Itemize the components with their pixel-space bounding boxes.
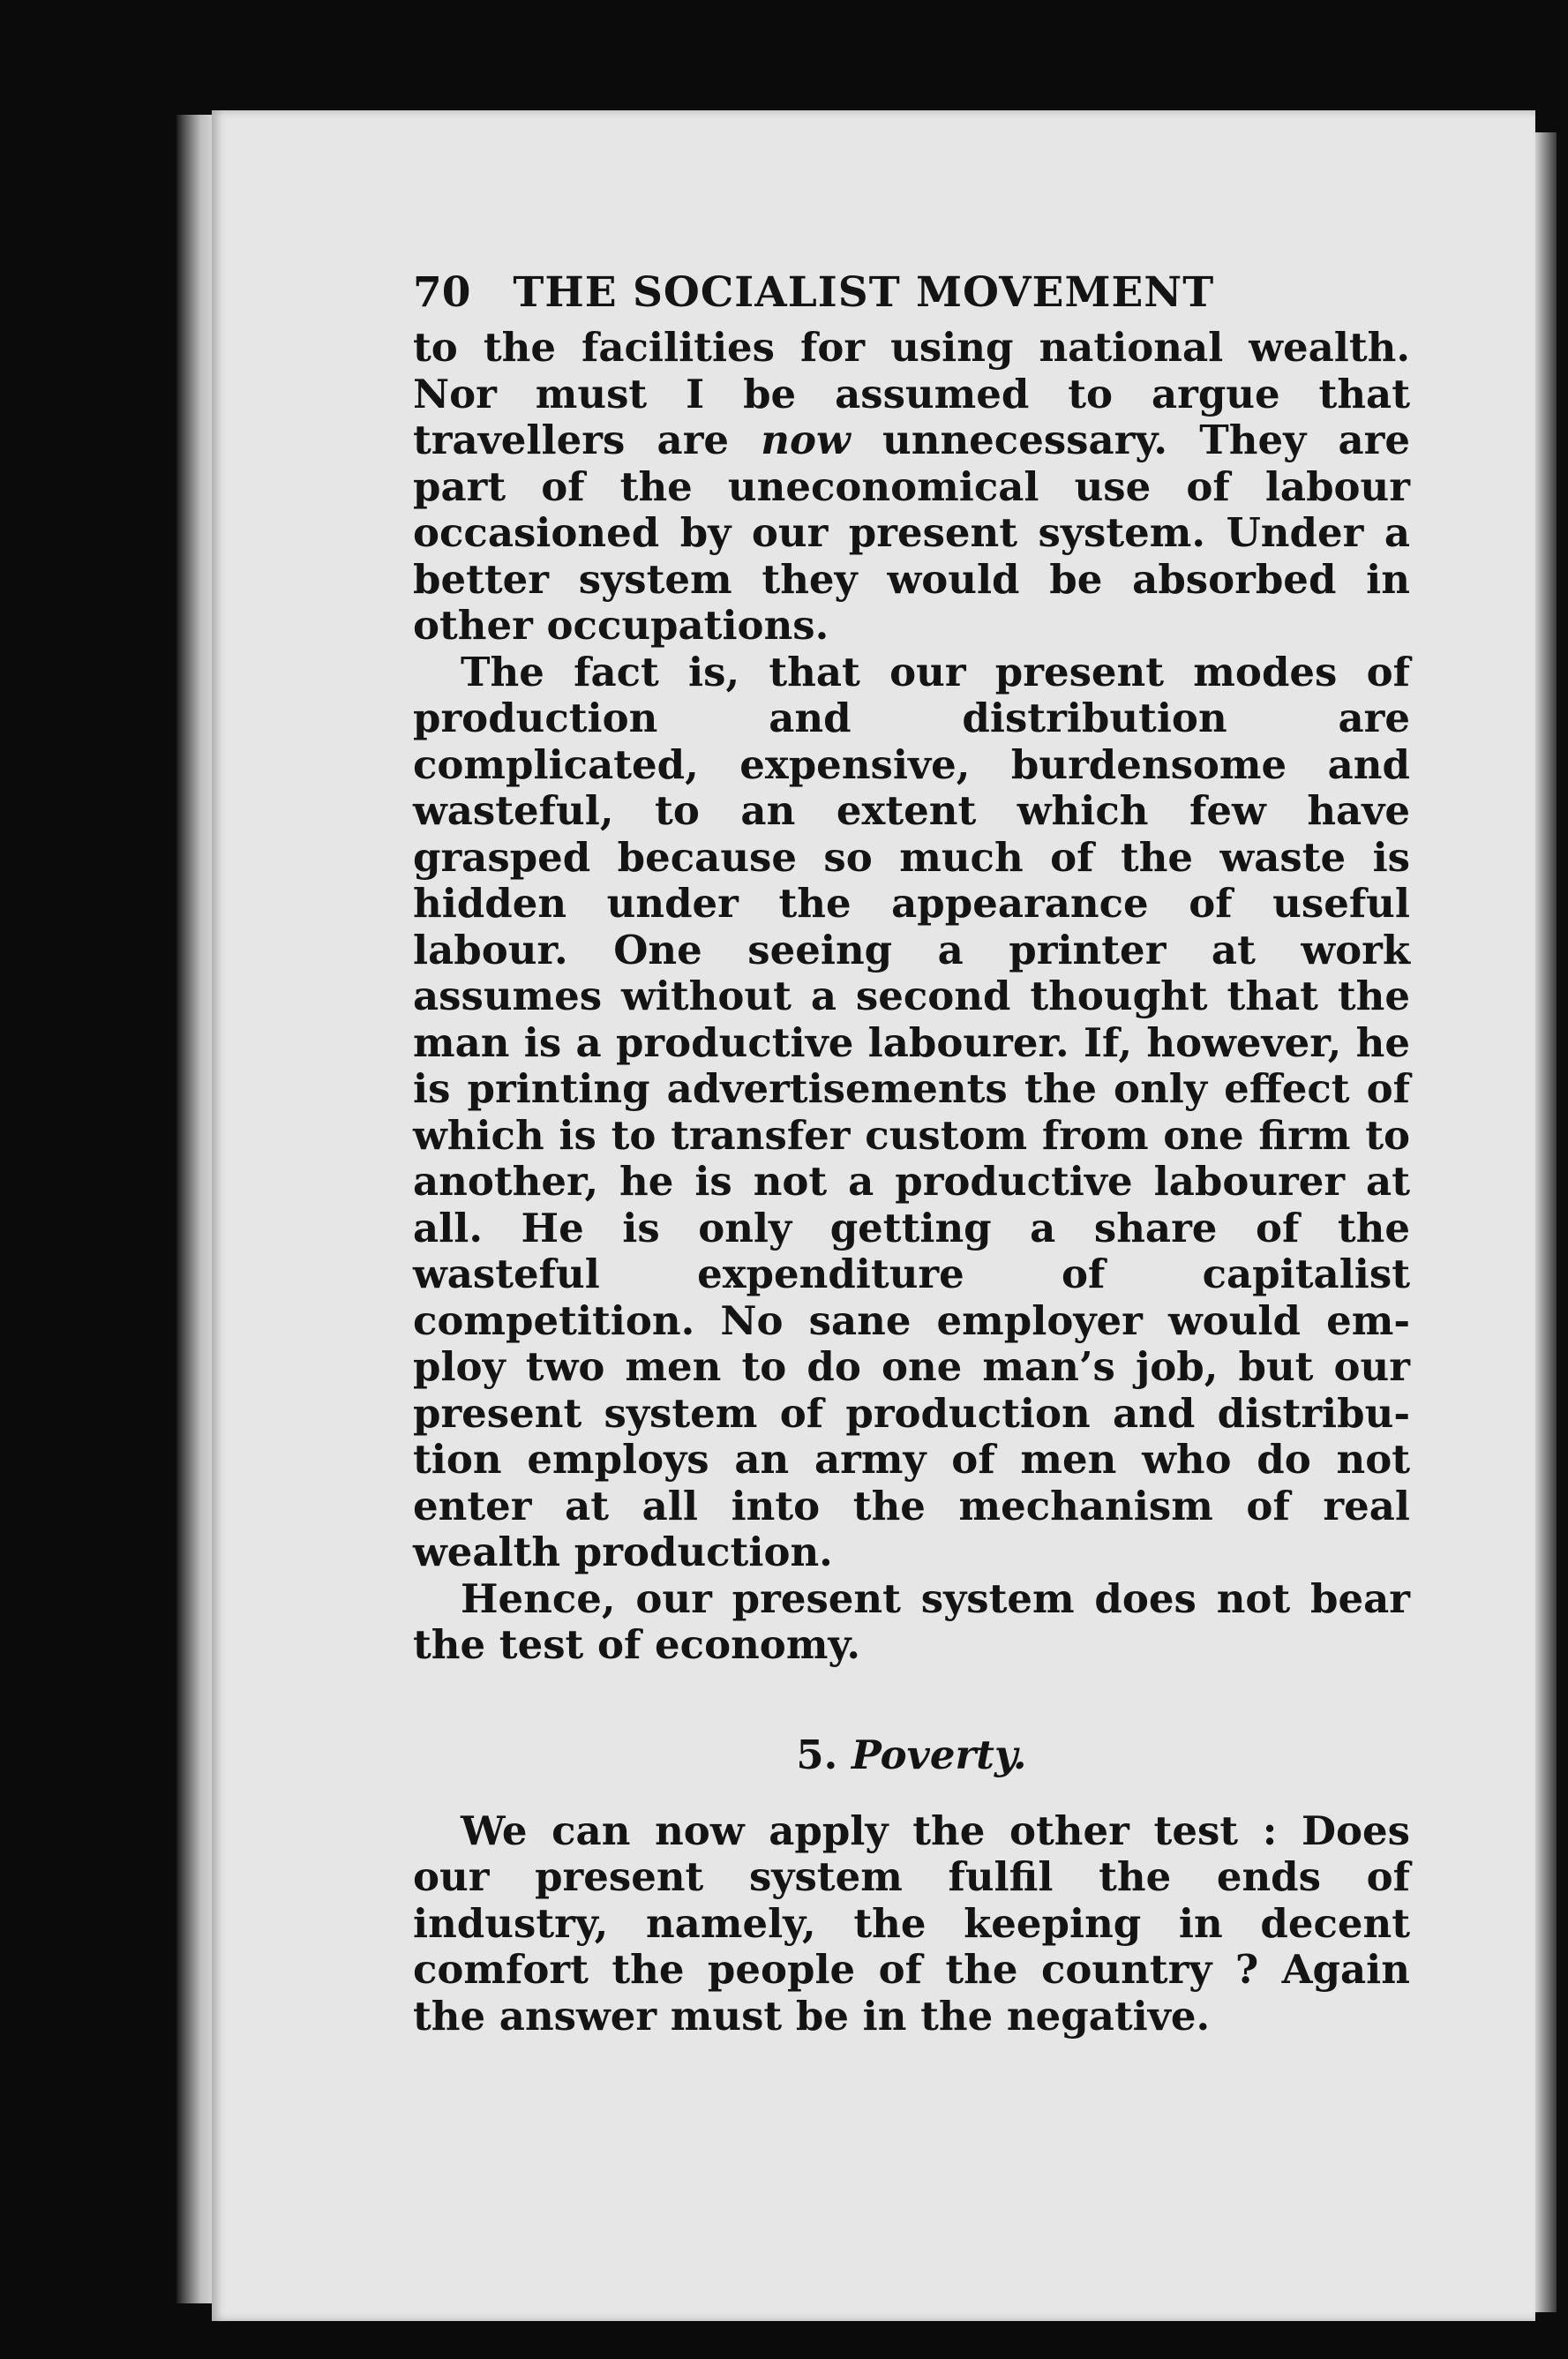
paragraph-1-text-a: to the facilities for using national wealth. Nor must I be assumed to argue that travellers are	[413, 324, 1410, 463]
section-title: Poverty.	[852, 1731, 1027, 1778]
paragraph-1-text-b: unnecessary. They are part of the uneconomical use of labour occasioned by our present system. Under a better system they would be absorbed in other occupations.	[413, 417, 1411, 649]
emphasis-now: now	[761, 417, 851, 463]
paragraph-conclusion: Hence, our present system does not bear the test of economy.	[413, 1574, 1410, 1668]
page-number: 70	[413, 268, 471, 317]
page-text	[413, 265, 1410, 2040]
page-edge-shadow	[1535, 132, 1557, 2312]
section-heading	[413, 1729, 1410, 1782]
running-title: THE SOCIALIST MOVEMENT	[513, 268, 1215, 317]
paragraph-continuation	[413, 325, 1410, 650]
section-number: 5.	[796, 1731, 838, 1778]
paragraph-waste: The fact is, that our present modes of production and distribution are complicated, expensive, burdensome and wasteful, to an extent which few have grasped because so much of the waste is hidden under the appearance of useful labour. One seeing a printer at work assumes without a second thought that the man is a productive labourer. If, however, he is printing advertisements the only effect of which is to transfer custom from one firm to another, he is not a productive labourer at all. He is only getting a share of the wasteful expenditure of capitalist competition. No sane employer would employ two men to do one man’s job, but our present system of production and distribution employs an army of men who do not enter at all into the mechanism of real wealth production.	[413, 648, 1410, 1575]
paragraph-poverty: We can now apply the other test : Does our present system fulfil the ends of industry, namely, the keeping in decent comfort the people of the country ? Again the answer must be in the negative.	[413, 1807, 1410, 2040]
running-head	[413, 265, 1410, 321]
